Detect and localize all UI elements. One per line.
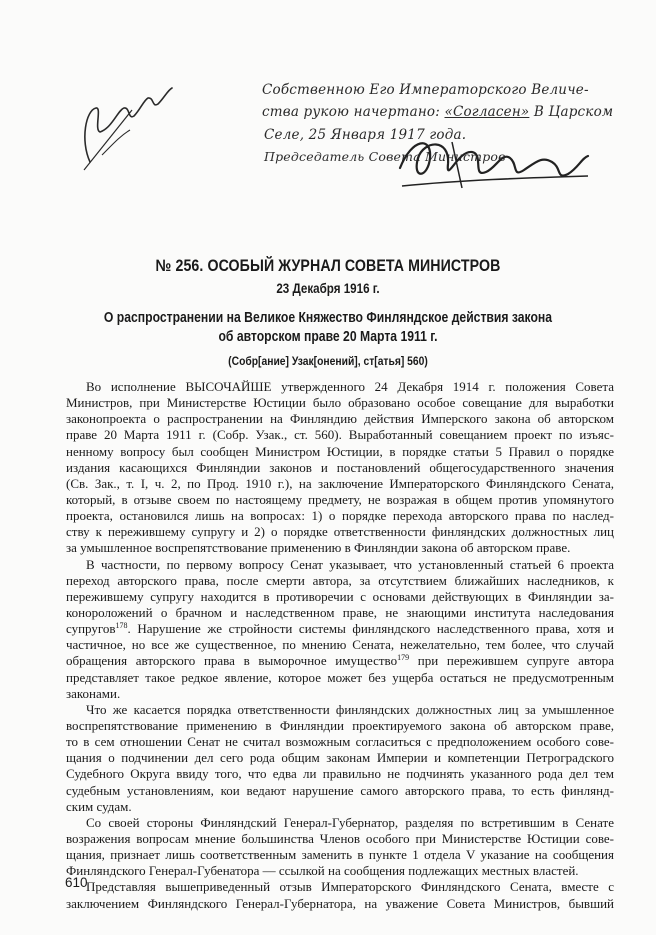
document-subtitle-line-1: О распространении на Великое Княжество Финляндское действия закона xyxy=(103,310,553,326)
body-line: Что же касается порядка ответственности финляндских должностных лиц за умышленное xyxy=(86,701,614,717)
body-line: ским судам. xyxy=(66,798,132,814)
body-line: заключением Финляндского Генерал-Губернатора, на уважение Совета Министров, бывший xyxy=(66,895,614,911)
body-line: пережившему супругу находится в противоречии с основами действующих в Финляндии за- xyxy=(66,588,614,604)
document-subtitle-line-2: об авторском праве 20 Марта 1911 г. xyxy=(218,329,438,345)
body-line: Со своей стороны Финляндский Генерал-Губернатор, разделяя по встретившим в Сенате xyxy=(86,814,614,830)
body-line: В частности, по первому вопросу Сенат указывает, что установленный статьей 6 проекта xyxy=(86,556,614,572)
body-line: конopоложений о брачном и наследственном праве, не знающими института наследования xyxy=(66,604,614,620)
body-text: супругов xyxy=(66,621,116,637)
body-line: Представляя вышеприведенный отзыв Императорского Финляндского Сената, вместе с xyxy=(86,879,614,895)
body-line-with-footnote xyxy=(66,653,614,669)
body-line: Финляндского Генерал-Губенатора — ссылкой на сообщения подлежащих местных властей. xyxy=(66,863,579,879)
body-line: щания о подчинении дел сего рода общим законам Империи и компетенции Петроградского xyxy=(66,750,614,766)
body-line: переход авторского права, после смерти автора, за отсутствием ближайших наследников, к xyxy=(66,572,614,588)
resolution-line-4: Председатель Совета Министров xyxy=(264,149,506,164)
body-line: который, в отзыве своем по настоящему предмету, не возражая в общем против упомянутого xyxy=(66,491,614,507)
body-line: Во исполнение ВЫСОЧАЙШЕ утвержденного 24 Декабря 1914 г. положения Совета xyxy=(86,379,614,394)
body-line: издания касающихся Финляндии законов и постановлений общегосударственного значения xyxy=(66,459,614,475)
body-line: Министров, при Министерстве Юстиции было образовано особое совещание для выработки xyxy=(66,395,614,411)
document-body xyxy=(66,379,614,912)
body-line: то в сем отношении Сенат не считал возможным согласиться с предположением особого сове- xyxy=(66,734,614,750)
document-title: № 256. ОСОБЫЙ ЖУРНАЛ СОВЕТА МИНИСТРОВ xyxy=(155,257,501,275)
resolution-line-2: ства рукою начертано: «Согласен» В Царском xyxy=(262,104,614,120)
body-text: при пережившем супруге автора xyxy=(417,653,614,669)
body-line: ненному вопросу был сообщен Министром Юстиции, в порядке статьи 5 Правил о порядке xyxy=(66,443,614,459)
handwritten-margin-note xyxy=(72,70,192,180)
page-number: 610 xyxy=(65,875,88,890)
resolution-line-1: Собственною Его Императорского Величе- xyxy=(262,82,589,98)
resolution-line-3: Селе, 25 Января 1917 года. xyxy=(264,127,467,143)
body-text: обращения авторского права в выморочное имущество xyxy=(66,653,398,669)
body-line: Судебного Округа ввиду того, что едва ли правильно не подчинять указанного рода дел тем xyxy=(66,766,614,782)
body-line-with-footnote xyxy=(66,621,614,637)
accent-word: «Согласен» xyxy=(444,104,530,120)
body-line: праве 20 Марта 1911 г. (Собр. Узак., ст. 560). Выработанный совещанием проект по изъяс- xyxy=(66,427,614,443)
document-source: (Собр[ание] Узак[онений], ст[атья] 560) xyxy=(228,354,428,368)
footnote-ref[interactable]: 178 xyxy=(115,621,128,631)
body-line: щания, признает лишь соответственным заменить в пункте 1 отдела V указание на сообщения xyxy=(66,847,614,863)
body-line: судебным установлениям, кои ведают нарушение самого авторского права, то есть финлянд- xyxy=(66,782,614,798)
document-date: 23 Декабря 1916 г. xyxy=(276,281,380,296)
footnote-ref[interactable]: 179 xyxy=(397,653,410,663)
body-line: ству к пережившему супругу и 2) о порядке ответственности финляндских должностных лиц xyxy=(66,524,614,540)
body-line: законопроекта о распространении на Финляндию действия Имперского закона об авторском xyxy=(66,411,614,427)
body-line: воспрепятствование применению в Финляндии проектируемого закона об авторском праве, xyxy=(66,717,614,733)
body-line: за умышленное воспрепятствование применению в Финляндии закона об авторском праве. xyxy=(66,540,571,556)
body-line: проекта, остановился лишь на вопросах: 1) о порядке перехода авторского права по наслед- xyxy=(66,508,614,524)
body-line: возражения вопросам мнение большинства Членов особого при Министерстве Юстиции сове- xyxy=(66,830,614,846)
body-line: (Св. Зак., т. I, ч. 2, по Прод. 1910 г.), на заключение Императорского Финляндского Сената, xyxy=(66,475,614,491)
signature-image xyxy=(392,128,592,198)
body-line: представляет такое редкое явление, которое может без ущерба остаться не предусмотренным xyxy=(66,669,614,685)
body-line: законами. xyxy=(66,685,121,701)
body-text: . Нарушение же стройности системы финляндского наследственного права, хотя и xyxy=(127,621,614,637)
body-line: частичное, но все же существенное, по мнению Сената, нежелательно, тем более, что случай xyxy=(66,637,614,653)
